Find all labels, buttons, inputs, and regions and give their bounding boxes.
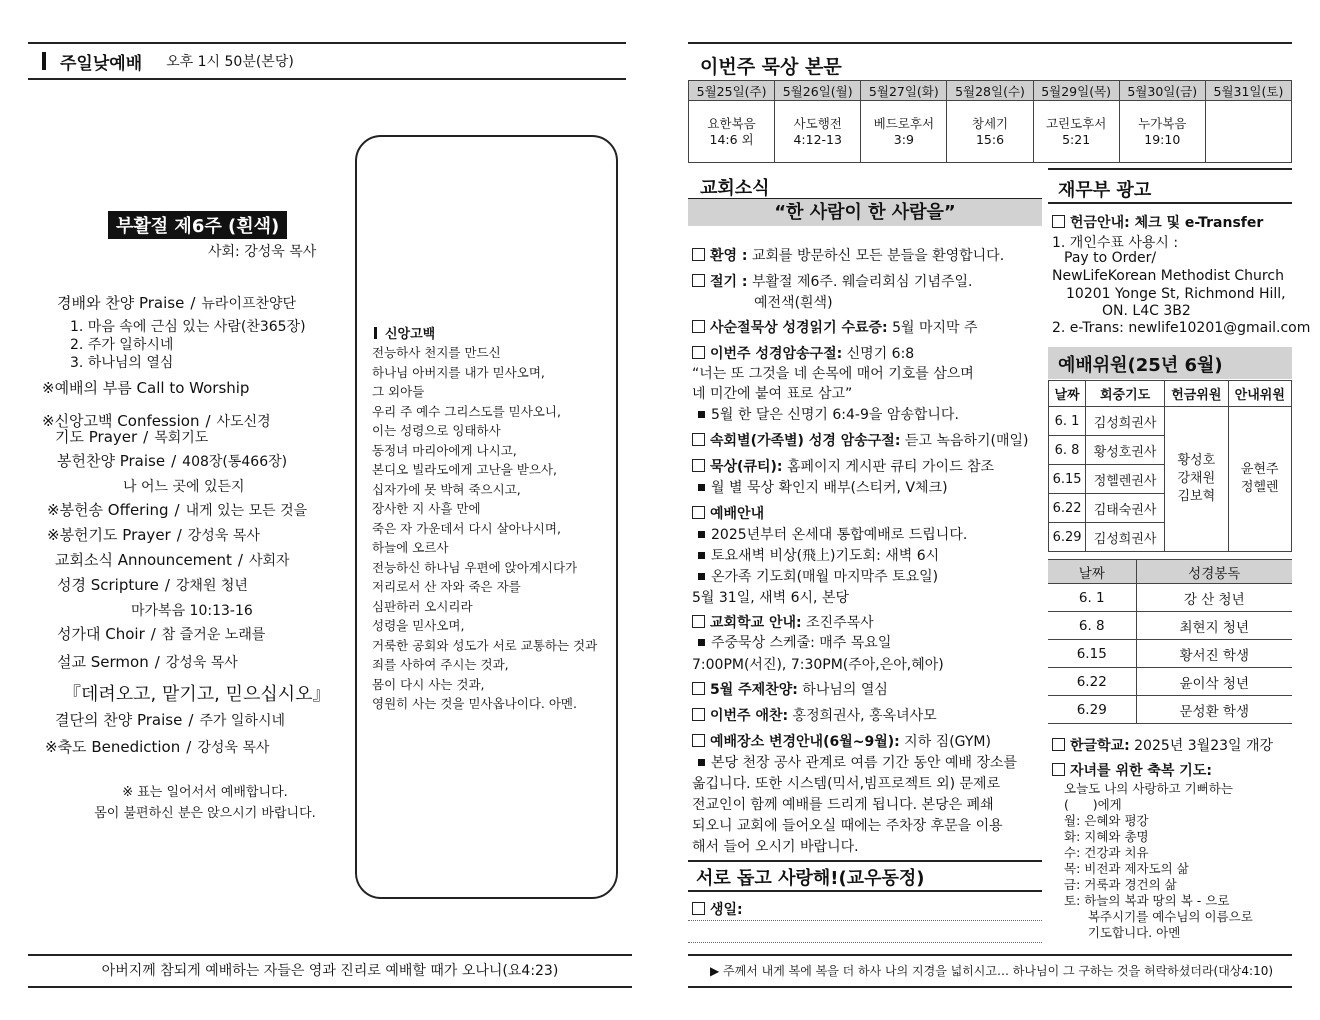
officiant: 사회: 강성욱 목사 xyxy=(208,244,317,260)
blessing-line: 토: 하늘의 복과 땅의 복 - 으로 xyxy=(1064,893,1230,908)
praise-song-list xyxy=(70,318,306,372)
creed-line: 죽은 자 가운데서 다시 살아나시며, xyxy=(372,520,561,536)
news-text: 예전색(흰색) xyxy=(754,295,833,311)
committee-prayer: 김태숙권사 xyxy=(1086,494,1165,523)
news-item xyxy=(692,836,859,856)
day-passage xyxy=(689,101,775,163)
reading-name: 최현지 청년 xyxy=(1136,612,1292,640)
bullet-icon xyxy=(698,759,705,766)
day-passage xyxy=(947,101,1033,163)
news-text: 월 별 묵상 확인지 배부(스티커, V체크) xyxy=(711,480,948,496)
slash-separator: / xyxy=(188,711,194,729)
reading-date: 6.15 xyxy=(1048,640,1136,668)
news-item xyxy=(692,679,888,699)
order-detail: 뉴라이프찬양단 xyxy=(201,296,297,312)
news-label: 속회별(가족별) 성경 암송구절: xyxy=(710,433,901,449)
creed-line: 우리 주 예수 그리스도를 믿사오니, xyxy=(372,403,561,419)
bullet-icon xyxy=(698,552,705,559)
creed-line: 저리로서 산 자와 죽은 자를 xyxy=(372,579,521,594)
news-item xyxy=(692,654,944,674)
news-item xyxy=(694,404,959,424)
news-item xyxy=(694,477,948,497)
passage-book: 베드로후서 xyxy=(873,115,935,131)
passage-book: 요한복음 xyxy=(707,115,756,131)
passage-ref: 4:12-13 xyxy=(793,131,842,147)
slash-separator: / xyxy=(143,428,149,446)
creed-line: 이는 성령으로 잉태하사 xyxy=(372,423,501,438)
passage-ref: 5:21 xyxy=(1062,131,1091,147)
korean-school: 한글학교: 2025년 3월23일 개강 xyxy=(1052,735,1273,755)
divider xyxy=(688,890,1042,892)
reading-row xyxy=(1048,612,1292,640)
committee-prayer: 정헬렌권사 xyxy=(1086,465,1165,494)
news-text: 교회를 방문하신 모든 분들을 환영합니다. xyxy=(747,248,1005,264)
news-text: 온가족 기도회(매월 마지막주 토요일) xyxy=(711,569,939,585)
left-footer-verse: 아버지께 참되게 예배하는 자들은 영과 진리로 예배할 때가 오나니(요4:23) xyxy=(28,954,632,988)
creed-line: 하늘에 오르사 xyxy=(372,540,449,555)
news-item xyxy=(754,292,833,312)
dotted-line xyxy=(688,920,1042,921)
creed-line: 죄를 사하여 주시는 것과, xyxy=(372,657,509,672)
order-detail: 강성욱 목사 xyxy=(187,528,260,544)
creed-title: 신앙고백 xyxy=(374,323,435,342)
news-text: 신명기 6:8 xyxy=(842,346,915,362)
news-text: 홍정희권사, 홍옥녀사모 xyxy=(788,708,937,724)
praise-song: 3. 하나님의 열심 xyxy=(70,355,174,371)
reading-name: 강 산 청년 xyxy=(1136,584,1292,612)
order-item xyxy=(57,623,265,644)
checkbox-icon xyxy=(1052,215,1065,228)
creed-line: 전능하사 천지를 만드신 xyxy=(372,345,501,360)
order-label: 성경 Scripture xyxy=(57,576,159,594)
news-label: 이번주 애찬: xyxy=(710,708,789,724)
blessing-line: 금: 거룩과 경건의 삶 xyxy=(1064,877,1177,892)
finance-header: 재무부 광고 xyxy=(1048,168,1292,204)
checkbox-icon xyxy=(692,274,705,287)
committee-header-cell: 안내위원 xyxy=(1228,381,1291,407)
news-item xyxy=(694,524,967,544)
slash-separator: / xyxy=(237,551,243,569)
news-label: 이번주 성경암송구절: xyxy=(710,346,843,362)
news-label: 묵상(큐티): xyxy=(710,459,783,475)
sermon-title: 『데려오고, 맡기고, 믿으십시오』 xyxy=(63,684,331,705)
blessing-line: 목: 비전과 제자도의 삶 xyxy=(1064,861,1189,876)
checkbox-icon xyxy=(1052,738,1065,751)
order-label: 봉헌찬양 Praise xyxy=(57,452,166,470)
order-detail: 내게 있는 모든 것을 xyxy=(185,503,308,519)
news-text: 토요새벽 비상(飛上)기도회: 새벽 6시 xyxy=(711,548,940,564)
news-item xyxy=(692,245,1004,265)
news-text: 5월 한 달은 신명기 6:4-9을 암송합니다. xyxy=(711,407,959,423)
news-item xyxy=(692,456,994,476)
news-title: 교회소식 xyxy=(700,178,770,199)
finance-text: NewLifeKorean Methodist Church xyxy=(1052,268,1284,284)
offering-member: 김보혁 xyxy=(1177,489,1216,504)
right-footer-verse: ▶ 주께서 내게 복에 복을 더 하사 나의 지경을 넓히시고… 하나님이 그 구하는 것을 허락하셨더라(대상4:10) xyxy=(688,954,1292,988)
day-date: 5월26일(월) xyxy=(775,81,861,101)
praise-song: 1. 마음 속에 근심 있는 사람(찬365장) xyxy=(70,319,306,335)
finance-line xyxy=(1066,286,1286,302)
checkbox-icon xyxy=(692,615,705,628)
creed-line: 심판하러 오시리라 xyxy=(372,598,473,614)
news-text: 옮깁니다. 또한 시스템(믹서,빔프로젝트 외) 문제로 xyxy=(692,776,1001,792)
order-label: ※축도 Benediction xyxy=(45,738,181,756)
service-time: 오후 1시 50분(본당) xyxy=(166,54,294,70)
news-item xyxy=(692,271,972,291)
blessing-line: 오늘도 나의 사랑하고 기뻐하는 xyxy=(1064,781,1233,796)
bullet-icon xyxy=(698,411,705,418)
slash-separator: / xyxy=(205,412,211,430)
news-item xyxy=(694,545,939,565)
finance-line xyxy=(1052,268,1284,284)
offering-team xyxy=(1165,407,1228,552)
news-item xyxy=(692,503,764,523)
slash-separator: / xyxy=(176,526,182,544)
creed-line: 성령을 믿사오며, xyxy=(372,618,465,633)
finance-text: Pay to Order/ xyxy=(1064,250,1157,266)
news-item xyxy=(692,317,978,337)
news-item xyxy=(692,587,849,607)
dotted-line xyxy=(688,942,1042,943)
reading-row xyxy=(1048,696,1292,724)
news-label: 교회학교 안내: xyxy=(710,615,802,631)
reading-row xyxy=(1048,584,1292,612)
news-text: 해서 들어 오시기 바랍니다. xyxy=(692,839,859,855)
creed-text xyxy=(372,343,597,714)
news-text: “너는 또 그것을 네 손목에 매어 기호를 삼으며 xyxy=(692,366,974,382)
meditation-title: 이번주 묵상 본문 xyxy=(700,56,842,78)
blessing-title: 자녀를 위한 축복 기도: xyxy=(1052,760,1212,780)
committee-table xyxy=(1048,380,1292,552)
committee-prayer: 김성희권사 xyxy=(1086,407,1165,436)
creed-line: 그 외아들 xyxy=(372,384,425,399)
offering-hymn-line: 나 어느 곳에 있든지 xyxy=(123,479,245,495)
news-label: 절기 : xyxy=(710,274,748,290)
order-item xyxy=(55,549,290,570)
meditation-header xyxy=(688,42,1292,82)
checkbox-icon xyxy=(692,248,705,261)
checkbox-icon xyxy=(692,346,705,359)
order-label: ※봉헌송 Offering xyxy=(47,501,169,519)
order-item xyxy=(57,292,296,313)
finance-line xyxy=(1052,232,1178,252)
news-item xyxy=(692,773,1000,793)
order-detail: 강성욱 목사 xyxy=(197,740,270,756)
news-text: 지하 짐(GYM) xyxy=(899,734,991,750)
committee-date: 6.29 xyxy=(1049,523,1086,552)
news-item xyxy=(692,343,914,363)
day-date: 5월31일(토) xyxy=(1205,81,1291,101)
order-detail: 강채원 청년 xyxy=(175,578,248,594)
order-detail: 사회자 xyxy=(248,553,290,569)
committee-date: 6.22 xyxy=(1049,494,1086,523)
passage-ref: 15:6 xyxy=(975,131,1005,147)
slash-separator: / xyxy=(174,501,180,519)
bullet-icon xyxy=(698,531,705,538)
day-passage xyxy=(861,101,947,163)
blessing-line: 기도합니다. 아멘 xyxy=(1064,925,1181,940)
checkbox-icon xyxy=(692,902,705,915)
order-item xyxy=(45,736,269,757)
committee-header-cell: 날짜 xyxy=(1049,381,1086,407)
bullet-icon xyxy=(698,573,705,580)
day-date: 5월25일(주) xyxy=(689,81,775,101)
checkbox-icon xyxy=(692,506,705,519)
news-item xyxy=(692,705,937,725)
reading-date: 6. 8 xyxy=(1048,612,1136,640)
news-text: 본당 천장 공사 관계로 여름 기간 동안 예배 장소를 xyxy=(711,755,1018,771)
news-label: 5월 주제찬양: xyxy=(710,682,798,698)
news-text: 되오니 교회에 들어오실 때에는 주차장 후문을 이용 xyxy=(692,818,1003,834)
checkbox-icon xyxy=(692,708,705,721)
finance-line xyxy=(1052,320,1310,336)
committee-header-cell: 헌금위원 xyxy=(1165,381,1228,407)
checkbox-icon xyxy=(692,682,705,695)
passage-ref: 19:10 xyxy=(1144,131,1181,147)
service-title: 주일낮예배 xyxy=(60,53,143,74)
bullet-icon xyxy=(698,639,705,646)
creed-line: 본디오 빌라도에게 고난을 받으사, xyxy=(372,462,557,477)
divider xyxy=(688,860,1042,862)
news-text: 전교인이 함께 예배를 드리게 됩니다. 본당은 폐쇄 xyxy=(692,797,994,813)
news-item xyxy=(692,815,1003,835)
news-label: 예배장소 변경안내(6월~9월): xyxy=(710,734,900,750)
order-item xyxy=(57,651,238,672)
finance-line xyxy=(1102,303,1191,319)
standing-note: ※ 표는 일어서서 예배합니다. 몸이 불편하신 분은 앉으시기 바랍니다. xyxy=(94,785,316,821)
blessing-line: 수: 건강과 치유 xyxy=(1064,845,1149,860)
order-detail: 참 즐거운 노래를 xyxy=(161,627,266,643)
news-item xyxy=(694,632,891,652)
finance-text: 10201 Yonge St, Richmond Hill, xyxy=(1066,286,1286,302)
order-item xyxy=(47,499,307,520)
committee-date: 6.15 xyxy=(1049,465,1086,494)
committee-date: 6. 8 xyxy=(1049,436,1086,465)
order-detail: 408장(통466장) xyxy=(182,454,288,470)
reading-row xyxy=(1048,640,1292,668)
blessing-line: 월: 은혜와 평강 xyxy=(1064,813,1149,828)
checkbox-icon xyxy=(692,459,705,472)
order-label: 설교 Sermon xyxy=(57,653,149,671)
service-header xyxy=(28,42,626,80)
day-passage xyxy=(1033,101,1119,163)
news-item xyxy=(694,566,938,586)
committee-header: 예배위원(25년 6월) xyxy=(1048,347,1292,379)
checkbox-icon xyxy=(1052,763,1065,776)
committee-row xyxy=(1049,407,1292,436)
reading-name: 문성환 학생 xyxy=(1136,696,1292,724)
reading-name: 황서진 학생 xyxy=(1136,640,1292,668)
finance-text: ON. L4C 3B2 xyxy=(1102,303,1191,319)
news-item xyxy=(692,612,874,632)
reading-date: 6.29 xyxy=(1048,696,1136,724)
news-text: 5월 31일, 새벽 6시, 본당 xyxy=(692,590,849,606)
order-detail: 사도신경 xyxy=(216,414,271,430)
blessing-prayer xyxy=(1064,781,1253,941)
committee-prayer: 황성호권사 xyxy=(1086,436,1165,465)
news-item xyxy=(692,731,991,751)
creed-line: 전능하신 하나님 우편에 앉아계시다가 xyxy=(372,559,578,575)
news-text: 7:00PM(서진), 7:30PM(주아,은아,혜아) xyxy=(692,657,944,673)
order-item xyxy=(55,426,208,447)
checkbox-icon xyxy=(692,433,705,446)
creed-line: 거룩한 공회와 성도가 서로 교통하는 것과 xyxy=(372,637,598,653)
passage-book: 창세기 xyxy=(971,115,1009,131)
reading-row xyxy=(1048,668,1292,696)
order-item xyxy=(55,709,285,730)
news-item xyxy=(692,363,974,383)
committee-prayer: 김성희권사 xyxy=(1086,523,1165,552)
day-passage xyxy=(1119,101,1205,163)
slash-separator: / xyxy=(190,294,196,312)
reading-date: 6. 1 xyxy=(1048,584,1136,612)
news-text: 네 미간에 붙여 표로 삼고” xyxy=(692,386,853,402)
usher-member: 정헬렌 xyxy=(1240,480,1279,495)
news-text: 주중묵상 스케줄: 매주 목요일 xyxy=(711,635,892,651)
finance-line xyxy=(1064,250,1156,266)
passage-book: 사도행전 xyxy=(793,115,842,131)
call-to-worship: ※예배의 부름 Call to Worship xyxy=(42,379,250,397)
order-label: 결단의 찬양 Praise xyxy=(55,711,183,729)
creed-line: 몸이 다시 사는 것과, xyxy=(372,676,485,692)
news-text: 2025년부터 온세대 통합예배로 드립니다. xyxy=(711,527,968,543)
news-item xyxy=(692,383,852,403)
blessing-line: 화: 지혜와 총명 xyxy=(1064,829,1149,844)
slash-separator: / xyxy=(150,625,156,643)
finance-text: 2. e-Trans: newlife10201@gmail.com xyxy=(1052,320,1311,336)
birthday-line: 생일: xyxy=(692,899,743,919)
care-title: 서로 돕고 사랑해!(교우동정) xyxy=(696,868,925,889)
news-text: 조진주목사 xyxy=(801,615,874,631)
passage-ref: 3:9 xyxy=(893,131,914,147)
bullet-icon xyxy=(698,484,705,491)
slash-separator: / xyxy=(164,576,170,594)
news-item xyxy=(692,794,994,814)
reading-header-cell: 성경봉독 xyxy=(1136,560,1292,584)
order-label: 경배와 찬양 Praise xyxy=(57,294,185,312)
checkbox-icon xyxy=(692,320,705,333)
reading-header-cell: 날짜 xyxy=(1048,560,1136,584)
creed-line: 십자가에 못 박혀 죽으시고, xyxy=(372,481,521,497)
slash-separator: / xyxy=(171,452,177,470)
order-item xyxy=(57,450,287,471)
order-detail: 강성욱 목사 xyxy=(165,655,238,671)
slash-separator: / xyxy=(186,738,192,756)
usher-team xyxy=(1228,407,1291,552)
order-detail: 주가 일하시네 xyxy=(199,713,286,729)
week-title: 부활절 제6주 (흰색) xyxy=(108,211,287,239)
news-text: 듣고 녹음하기(매일) xyxy=(900,433,1029,449)
finance-line xyxy=(1052,212,1263,232)
finance-text: 헌금안내: 체크 및 e-Transfer xyxy=(1070,215,1264,231)
news-label: 예배안내 xyxy=(710,506,765,522)
order-detail: 목회기도 xyxy=(154,430,209,446)
news-text: 하나님의 열심 xyxy=(797,682,888,698)
creed-line: 영원히 사는 것을 믿사옵나이다. 아멘. xyxy=(372,696,577,711)
order-item xyxy=(57,574,248,595)
committee-header-cell: 회중기도 xyxy=(1086,381,1165,407)
scripture-reference: 마가복음 10:13-16 xyxy=(131,603,253,619)
day-date: 5월28일(수) xyxy=(947,81,1033,101)
news-item xyxy=(694,752,1017,772)
finance-text: 1. 개인수표 사용시 : xyxy=(1052,235,1179,251)
reading-name: 윤이삭 청년 xyxy=(1136,668,1292,696)
committee-date: 6. 1 xyxy=(1049,407,1086,436)
church-motto: “한 사람이 한 사람을” xyxy=(688,199,1042,226)
blessing-line: 복주시기를 예수님의 이름으로 xyxy=(1064,909,1253,924)
order-label: ※신앙고백 Confession xyxy=(42,412,200,430)
slash-separator: / xyxy=(154,653,160,671)
news-text: 5월 마지막 주 xyxy=(887,320,978,336)
praise-song: 2. 주가 일하시네 xyxy=(70,337,174,353)
news-text: 홈페이지 게시판 큐티 가이드 참조 xyxy=(782,459,995,475)
day-passage xyxy=(1205,101,1291,163)
creed-line: 하나님 아버지를 내가 믿사오며, xyxy=(372,364,545,380)
checkbox-icon xyxy=(692,734,705,747)
order-label: 기도 Prayer xyxy=(55,428,138,446)
passage-ref: 14:6 외 xyxy=(709,131,754,147)
reading-date: 6.22 xyxy=(1048,668,1136,696)
creed-line: 장사한 지 사흘 만에 xyxy=(372,501,481,516)
offering-member: 황성호 xyxy=(1177,453,1216,468)
order-label: ※봉헌기도 Prayer xyxy=(47,526,171,544)
day-date: 5월30일(금) xyxy=(1119,81,1205,101)
scripture-reading-table xyxy=(1048,559,1292,724)
day-passage xyxy=(775,101,861,163)
order-item xyxy=(47,524,260,545)
order-label: 성가대 Choir xyxy=(57,625,145,643)
offering-member: 강채원 xyxy=(1177,471,1216,486)
day-date: 5월27일(화) xyxy=(861,81,947,101)
passage-book: 누가복음 xyxy=(1138,115,1187,131)
news-label: 사순절묵상 성경읽기 수료증: xyxy=(710,320,888,336)
usher-member: 윤현주 xyxy=(1240,462,1279,477)
day-date: 5월29일(목) xyxy=(1033,81,1119,101)
news-text: 부활절 제6주. 웨슬리회심 기념주일. xyxy=(747,274,973,290)
news-label: 환영 : xyxy=(710,248,748,264)
daily-meditation-table xyxy=(688,80,1292,163)
order-label: 교회소식 Announcement xyxy=(55,551,232,569)
creed-line: 동정녀 마리아에게 나시고, xyxy=(372,442,517,458)
header-bar xyxy=(42,52,46,70)
news-item xyxy=(692,430,1028,450)
blessing-line: ( )에게 xyxy=(1064,797,1122,812)
passage-book: 고린도후서 xyxy=(1045,115,1107,131)
